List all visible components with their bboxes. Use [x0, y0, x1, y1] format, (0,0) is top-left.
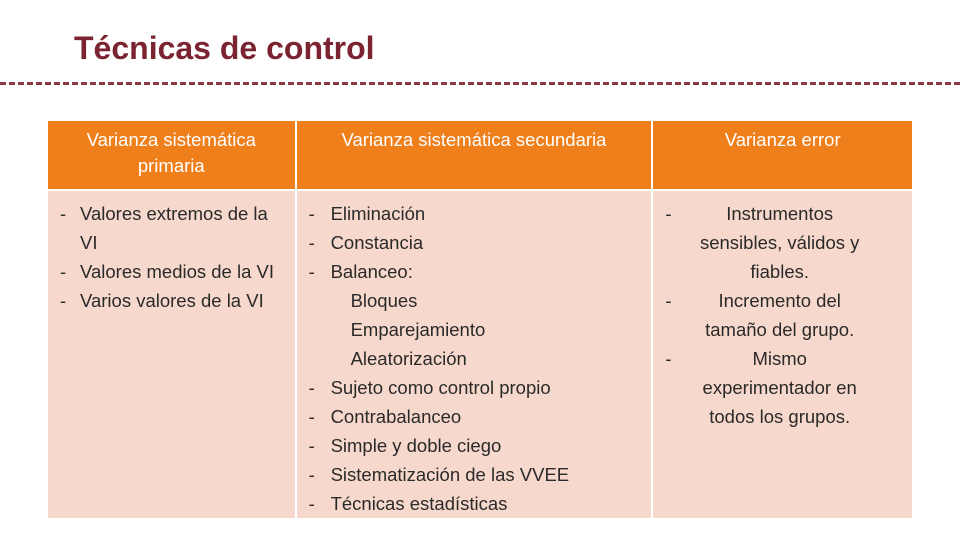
list-item-text: Instrumentos sensibles, válidos y fiables.: [699, 203, 860, 282]
page-title: Técnicas de control: [74, 30, 375, 66]
cell-secondary-variance: [296, 190, 653, 519]
list-item-text: Mismo experimentador en todos los grupos.: [702, 348, 857, 427]
cell-primary-variance: [47, 190, 296, 519]
header-error-variance: Varianza error: [652, 120, 913, 190]
list-item: - Valores extremos de la VI: [54, 199, 289, 257]
sublist-item: Bloques: [350, 290, 418, 311]
list-item: - Eliminación: [303, 199, 646, 228]
secondary-list-continued: [303, 373, 646, 518]
list-item: [659, 199, 872, 286]
error-list: [659, 199, 872, 431]
cell-error-variance: [652, 190, 913, 519]
list-item: - Sujeto como control propio: [303, 373, 646, 402]
control-techniques-table: [46, 119, 914, 520]
table-body-row: [47, 190, 913, 519]
list-item: - Simple y doble ciego: [303, 431, 646, 460]
table-header-row: [47, 120, 913, 190]
header-secondary-variance: Varianza sistemática secundaria: [296, 120, 653, 190]
list-item: - Constancia: [303, 228, 646, 257]
list-item: - Técnicas estadísticas: [303, 489, 646, 518]
list-item: - Balanceo:: [303, 257, 646, 286]
sublist-item: Emparejamiento: [350, 319, 486, 340]
list-item: - Varios valores de la VI: [54, 286, 289, 315]
header-primary-variance: Varianza sistemática primaria: [47, 120, 296, 190]
secondary-list: [303, 199, 646, 286]
list-item: [659, 286, 872, 344]
primary-list: [54, 199, 289, 315]
list-item: - Sistematización de las VVEE: [303, 460, 646, 489]
list-item-text: Incremento del tamaño del grupo.: [705, 290, 855, 340]
list-item: - Contrabalanceo: [303, 402, 646, 431]
list-item: [659, 344, 872, 431]
balanceo-sublist: [303, 286, 646, 373]
sublist-item: Aleatorización: [350, 348, 467, 369]
title-divider: [0, 82, 960, 85]
list-item: - Valores medios de la VI: [54, 257, 289, 286]
